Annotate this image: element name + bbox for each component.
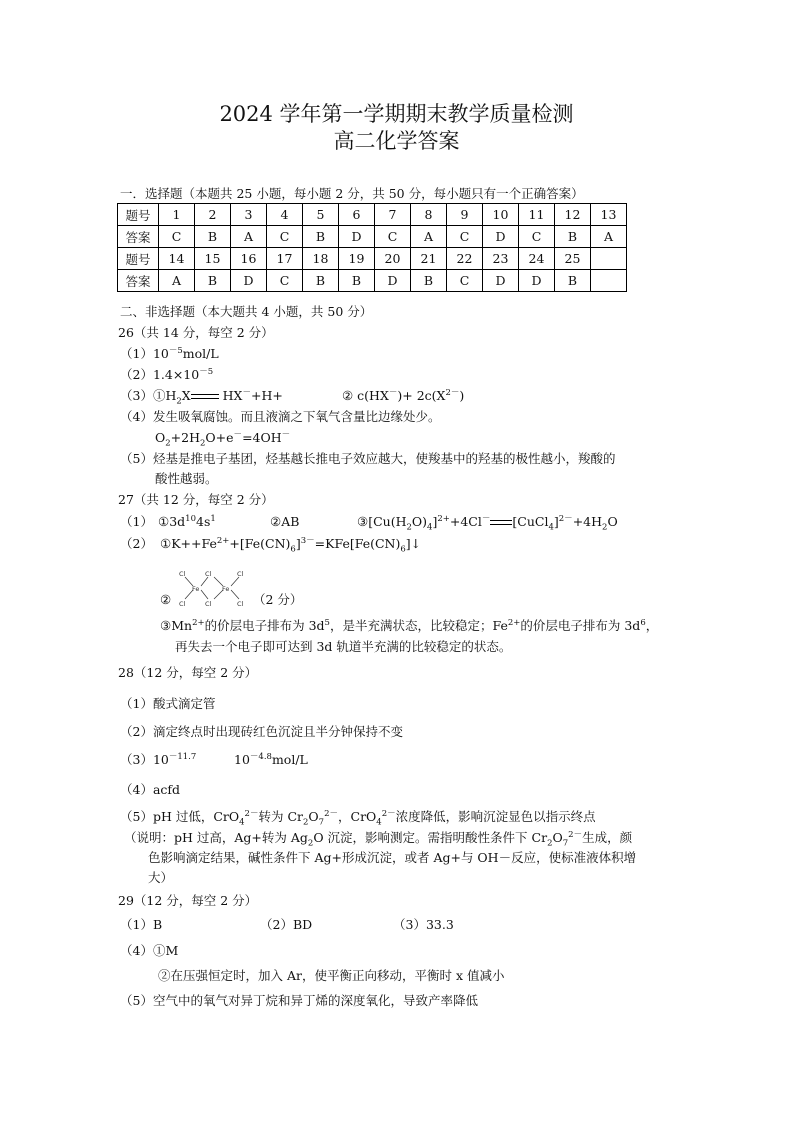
answer-table-cell: B [195,226,231,248]
answer-table-cell: C [375,226,411,248]
q26-answer-5: （5）烃基是推电子基团，烃基越长推电子效应越大，使羧基中的羟基的极性越小，羧酸的 [120,451,616,466]
svg-text:Cl: Cl [205,570,212,578]
answer-table-cell: 25 [555,248,591,270]
answer-table-cell: 21 [411,248,447,270]
answer-table-cell: B [195,270,231,292]
q27-answer-1b: ②AB [270,514,300,529]
answer-table-cell: 10 [483,204,519,226]
q26-answer-3: $(3)①H_2X$ HX－+H+ [120,387,283,407]
q27-answer-2b-points: （2 分） [253,592,303,607]
q27-answer-1a: $①3d^{10}4s^1$ [158,513,216,529]
answer-table-cell: B [303,270,339,292]
q27-answer-2b-label: ② [160,592,172,607]
answer-table-cell: 13 [591,204,627,226]
q28-answer-4: （4）acfd [120,782,181,797]
q28-answer-5-note-3: 大） [148,870,174,885]
answer-table-cell: B [339,270,375,292]
section2-heading: 二、非选择题（本大题共 4 小题，共 50 分） [120,304,373,319]
answer-table-cell: B [411,270,447,292]
svg-text:Fe: Fe [192,585,200,593]
answer-table-cell: 9 [447,204,483,226]
answer-table-cell: 16 [231,248,267,270]
q26-answer-4-equation: $O_2+2H_2O+e^-=4OH^-$ [155,429,291,449]
q28-answer-3b: $10^{-4.8}mol/L$ [234,751,308,767]
q29-answer-2: （2）BD [260,917,313,932]
svg-text:Cl: Cl [237,600,244,608]
q26-answer-1: $(1)10^{-5}mol/L$ [120,345,219,361]
answer-table-cell: A [411,226,447,248]
answer-table-cell: 23 [483,248,519,270]
svg-text:Cl: Cl [179,600,186,608]
answer-table-cell: B [303,226,339,248]
answer-table-cell: C [267,226,303,248]
answer-table-cell [591,270,627,292]
q28-heading: 28（12 分，每空 2 分） [118,665,258,680]
q27-answer-2c-cont: 再失去一个电子即可达到 3d 轨道半充满的比较稳定的状态。 [175,639,512,654]
answer-table-cell: 15 [195,248,231,270]
fe2cl6-structure-diagram [175,568,255,608]
equilibrium-arrow-icon [490,519,512,527]
q26-answer-5-cont: 酸性越弱。 [155,471,218,486]
q29-answer-4a: （4）①M [120,943,179,958]
answer-table-row-header: 答案 [118,270,159,292]
q27-answer-2c: $③Mn^{2+}$的价层电子排布为 $3d^5$，是半充满状态，比较稳定；$Fe^{2+}$的价层电子排布为 $3d^6$， [160,617,659,633]
q27-answer-2-label: （2） [120,536,153,551]
svg-text:Cl: Cl [179,570,186,578]
answer-table-cell: D [483,270,519,292]
q29-answer-5: （5）空气中的氧气对异丁烷和异丁烯的深度氧化，导致产率降低 [120,993,478,1008]
answer-table-cell: 24 [519,248,555,270]
answer-table-cell: 12 [555,204,591,226]
answer-table-row [118,248,627,270]
answer-table-cell: 1 [159,204,195,226]
answer-table-cell: 7 [375,204,411,226]
q29-heading: 29（12 分，每空 2 分） [118,893,258,908]
q29-answer-4b: ②在压强恒定时，加入 Ar，使平衡正向移动，平衡时 x 值减小 [158,968,505,983]
q27-answer-1-label: （1） [120,514,153,529]
answer-table-cell: 14 [159,248,195,270]
q27-answer-2a: $①K++Fe^{2+}+[Fe(CN)_6]^{3-}=KFe[Fe(CN)_6]↓$ [160,535,422,555]
answer-table-cell: D [339,226,375,248]
q26-heading: 26（共 14 分，每空 2 分） [118,325,274,340]
answer-table-cell: C [267,270,303,292]
q26-answer-2: $(2)1.4\times 10^{-5}$ [120,366,214,382]
answer-table-cell: D [375,270,411,292]
answer-table-row-header: 题号 [118,248,159,270]
answer-table [117,203,627,292]
page-subtitle: 高二化学答案 [333,129,460,153]
q27-heading: 27（共 12 分，每空 2 分） [118,492,274,507]
section1-heading: 一．选择题（本题共 25 小题，每小题 2 分，共 50 分，每小题只有一个正确答案） [120,186,584,201]
q26-answer-3b: ② $c(HX^-)+ 2c(X^{2-})$ [342,387,465,403]
answer-table-cell: D [483,226,519,248]
q28-answer-1: （1）酸式滴定管 [120,696,216,711]
q29-answer-3: （3）33.3 [393,917,454,932]
answer-table-cell: B [555,226,591,248]
answer-table-cell: A [591,226,627,248]
answer-table-cell: C [447,226,483,248]
answer-table-row [118,226,627,248]
svg-text:Cl: Cl [237,570,244,578]
answer-table-row-header: 答案 [118,226,159,248]
answer-table-cell: 18 [303,248,339,270]
svg-text:Fe: Fe [222,585,230,593]
answer-table-cell: 8 [411,204,447,226]
q28-answer-5-note-2: 色影响滴定结果，碱性条件下 Ag+形成沉淀，或者 Ag+与 OH－反应，使标准液体积增 [148,850,637,865]
answer-table-cell: C [447,270,483,292]
answer-table-cell: 17 [267,248,303,270]
answer-table-cell [591,248,627,270]
answer-table-cell: A [159,270,195,292]
answer-table-cell: 2 [195,204,231,226]
answer-table-cell: C [159,226,195,248]
q28-answer-3: $(3)10^{-11.7}$ [120,751,197,767]
answer-table-cell: D [519,270,555,292]
q26-answer-4: （4）发生吸氧腐蚀。而且液滴之下氧气含量比边缘处少。 [120,409,441,424]
answer-table-cell: 11 [519,204,555,226]
answer-table-cell: B [555,270,591,292]
q28-answer-5-note-1: （说明：pH 过高，Ag+转为 $Ag_2O$ 沉淀，影响测定。需指明酸性条件下 $Cr_2O_7^{2-}$生成，颜 [124,829,633,849]
answer-table-row [118,204,627,226]
answer-table-cell: 20 [375,248,411,270]
answer-table-row-header: 题号 [118,204,159,226]
answer-table-cell: 5 [303,204,339,226]
answer-table-cell: 3 [231,204,267,226]
q28-answer-2: （2）滴定终点时出现砖红色沉淀且半分钟保持不变 [120,724,403,739]
answer-table-row [118,270,627,292]
answer-table-cell: D [231,270,267,292]
answer-table-cell: 4 [267,204,303,226]
svg-text:Cl: Cl [205,600,212,608]
q27-answer-1c: $③[Cu(H_2O)_4]^{2+}+4Cl^-$ $[CuCl_4]^{2-}+4H_2O$ [357,513,618,533]
equilibrium-arrow-icon [191,393,219,401]
answer-table-cell: A [231,226,267,248]
answer-table-cell: 19 [339,248,375,270]
answer-table-cell: C [519,226,555,248]
answer-table-cell: 22 [447,248,483,270]
page-title: 2024 学年第一学期期末教学质量检测 [219,102,574,126]
q28-answer-5: （5）pH 过低，CrO$_4^{2-}$转为 $Cr_2O_7^{2-}$，CrO$_4^{2-}$浓度降低，影响沉淀显色以指示终点 [120,808,596,828]
q29-answer-1: （1）B [120,917,163,932]
answer-table-cell: 6 [339,204,375,226]
